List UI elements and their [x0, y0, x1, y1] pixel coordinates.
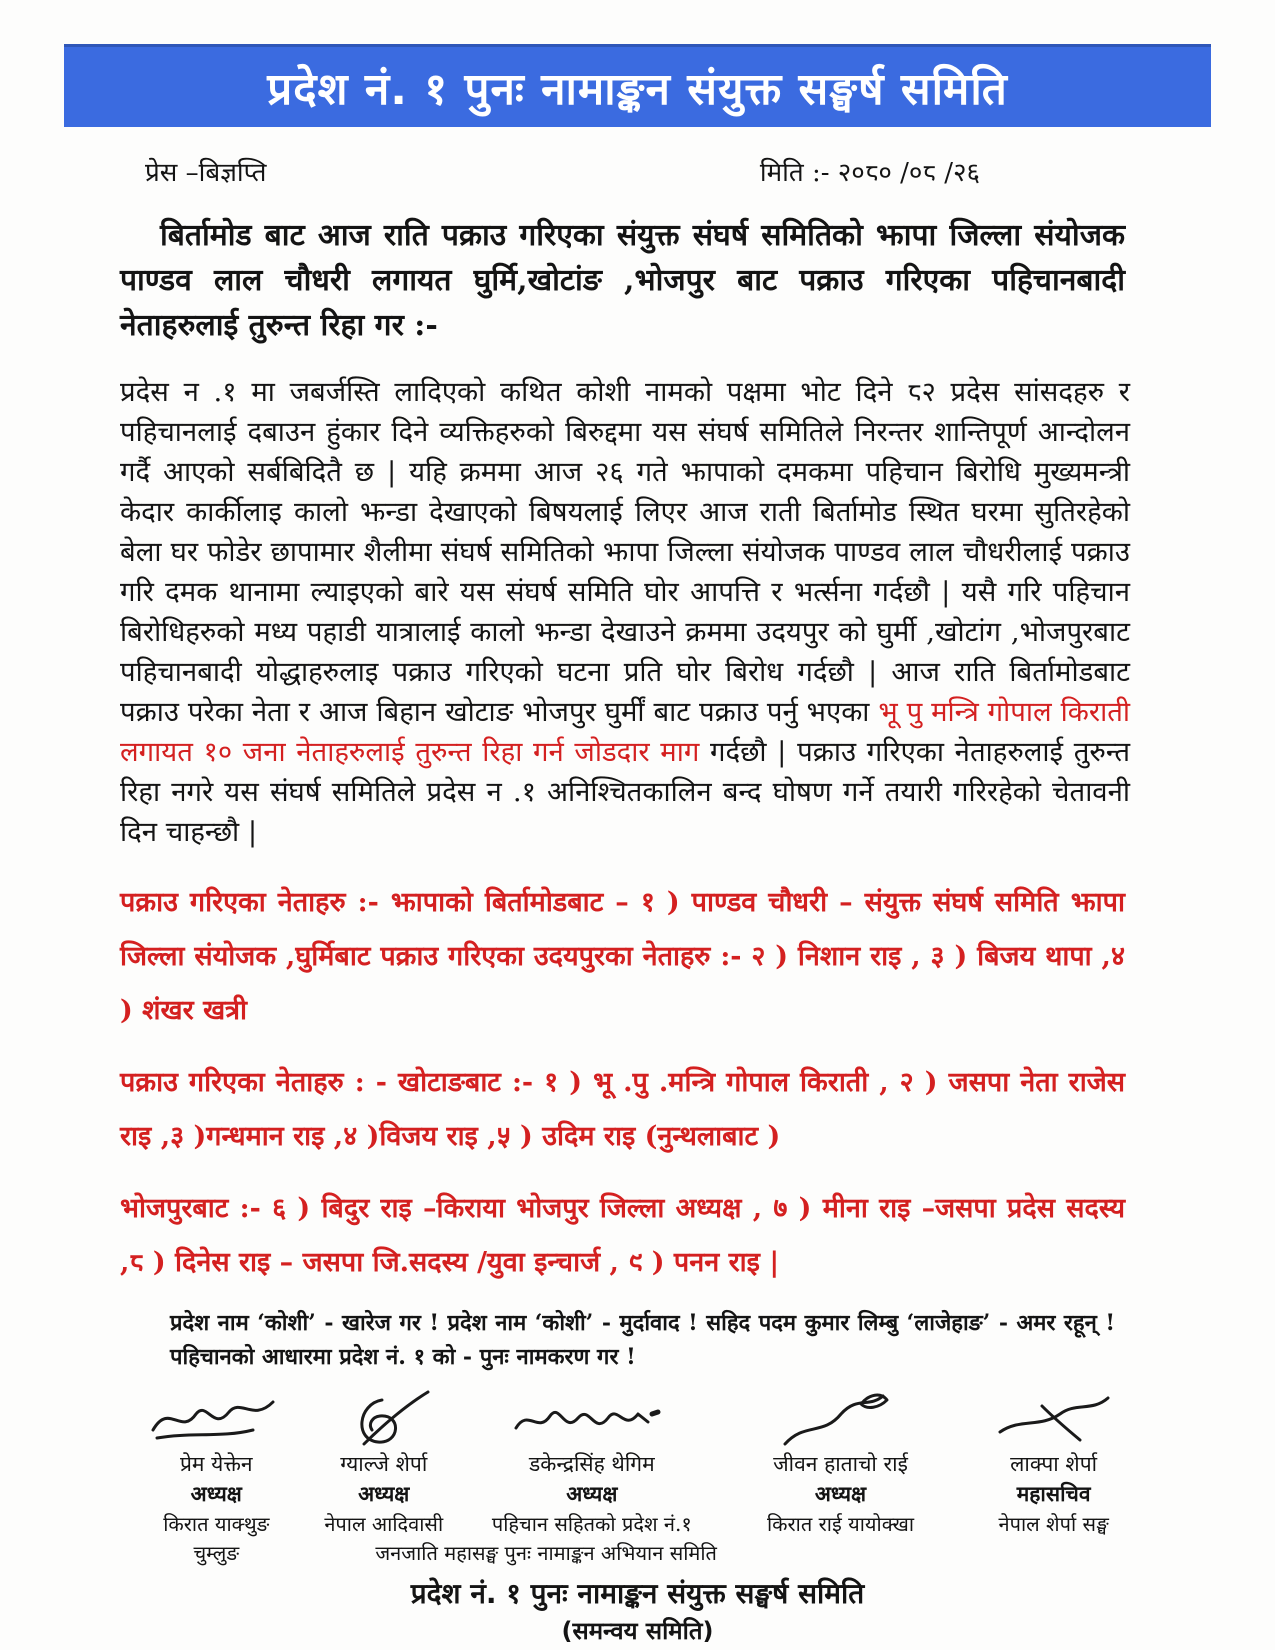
signatory-organization: नेपाल शेर्पा सङ्घ [998, 1512, 1109, 1536]
title-banner [64, 44, 1211, 127]
body-text-part1: प्रदेस न .१ मा जबर्जस्ति लादिएको कथित कोशी नामको पक्षमा भोट दिने ८२ प्रदेस सांसदहरु र पहिचानलाई दबाउन हुंकार दिने व्यक्तिहरुको बिरुद्दमा यस संघर्ष समितिले निरन्तर शान्तिपूर्ण आन्दोलन गर्दै आएको सर्बबिदितै छ | यहि क्रममा आज २६ गते झापाको दमकमा पहिचान बिरोधि मुख्यमन्त्री केदार कार्कीलाइ कालो झन्डा देखाएको बिषयलाई लिएर आज राती बिर्तामोड स्थित घरमा सुतिरहेको बेला घर फोडेर छापामार शैलीमा संघर्ष समितिको झापा जिल्ला संयोजक पाण्डव लाल चौधरीलाई पक्राउ गरि दमक थानामा ल्याइएको बारे यस संघर्ष समिति घोर आपत्ति र भर्त्सना गर्दछौ | यसै गरि पहिचान बिरोधिहरुको मध्य पहाडी यात्रालाई कालो झन्डा देखाउने क्रममा उदयपुर को घुर्मी ,खोटांग ,भोजपुरबाट पहिचानबादी योद्धाहरुलाइ पक्राउ गरिएको घटना प्रति घोर बिरोध गर्दछौ | आज राति बिर्तामोडबाट पक्राउ परेका नेता र आज बिहान खोटाङ भोजपुर घुर्मीं बाट पक्राउ पर्नु भएका [120, 376, 1130, 728]
signatory-column-1 [130, 1386, 303, 1537]
committee-title: प्रदेश नं. १ पुनः नामाङ्कन संयुक्त सङ्घर्ष समिति [267, 64, 1008, 115]
arrested-leaders-list-bhojpur: भोजपुरबाट :- ६ ) बिदुर राइ –किराया भोजपुर जिल्ला अध्यक्ष , ७ ) मीना राइ –जसपा प्रदेस सदस्य ,८ ) दिनेस राइ – जसपा जि.सदस्य /युवा इन्चार्ज , ९ ) पनन राइ | [120, 1193, 1125, 1278]
press-meta-row [145, 153, 1125, 189]
body-paragraph [120, 372, 1130, 852]
arrested-leaders-list-jhapa-udayapur: पक्राउ गरिएका नेताहरु :- झापाको बिर्तामोडबाट – १ ) पाण्डव चौधरी – संयुक्त संघर्ष समिति झापा जिल्ला संयोजक ,घुर्मिबाट पक्राउ गरिएका उदयपुरका नेताहरु :- २ ) निशान राइ , ३ ) बिजय थापा ,४ ) शंखर खत्री [120, 887, 1125, 1026]
signatory-column-3 [465, 1386, 719, 1537]
signatory-column-5 [962, 1386, 1145, 1537]
signatory-column-4 [719, 1386, 963, 1537]
organization-line2-janajati: जनजाति महासङ्घ पुनः नामाङ्कन अभियान समिति [375, 1541, 717, 1565]
signature-organizations-row2 [130, 1539, 1145, 1566]
signatory-name: प्रेम येक्तेन [179, 1452, 253, 1476]
press-release-label: प्रेस –बिज्ञप्ति [145, 158, 267, 188]
signatory-name: डकेन्द्रसिंह थेगिम [528, 1452, 655, 1476]
signatory-role: महासचिव [1016, 1481, 1091, 1506]
signatory-organization: नेपाल आदिवासी [324, 1512, 444, 1536]
signatory-organization: किरात राई यायोक्खा [766, 1512, 915, 1536]
signature-image-2 [324, 1386, 444, 1448]
signatory-role: अध्यक्ष [814, 1481, 867, 1506]
footer-coordination-label: (समन्वय समिति) [561, 1617, 714, 1645]
organization-line2-chumlung: चुम्लुङ [193, 1541, 240, 1565]
signatory-role: अध्यक्ष [566, 1481, 618, 1506]
arrested-leaders-list-khotang: पक्राउ गरिएका नेताहरु : - खोटाङबाट :- १ ) भू .पु .मन्त्रि गोपाल किराती , २ ) जसपा नेता राजेस राइ ,३ )गन्धमान राइ ,४ )विजय राइ ,५ ) उदिम राइ (नुन्थलाबाट ) [120, 1067, 1125, 1152]
signatory-name: ग्याल्जे शेर्पा [340, 1452, 428, 1476]
signatory-name: लाक्पा शेर्पा [1010, 1452, 1098, 1476]
signature-image-3 [502, 1386, 682, 1448]
signature-image-5 [984, 1386, 1124, 1448]
signature-image-4 [765, 1386, 915, 1448]
signatory-organization: किरात याक्थुङ [163, 1512, 270, 1536]
footer-committee-name: प्रदेश नं. १ पुनः नामाङ्कन संयुक्त सङ्घर्ष समिति [410, 1577, 865, 1610]
signatory-role: अध्यक्ष [358, 1481, 410, 1506]
headline: बिर्तामोड बाट आज राति पक्राउ गरिएका संयुक्त संघर्ष समितिको झापा जिल्ला संयोजक पाण्डव लाल चौधरी लगायत घुर्मि,खोटांङ ,भोजपुर बाट पक्राउ गरिएका पहिचानबादी नेताहरुलाई तुरुन्त रिहा गर :- [120, 218, 1125, 343]
body-text-red-demand: भू पु मन्त्रि गोपाल किराती लगायत १० जना नेताहरुलाई तुरुन्त रिहा गर्न जोडदार माग [120, 696, 1130, 768]
date-label: मिति :- २०८० /०८ /२६ [759, 158, 980, 188]
signatory-column-2 [303, 1386, 465, 1537]
body-text-part3: गर्दछौ | पक्राउ गरिएका नेताहरुलाई तुरुन्त रिहा नगरे यस संघर्ष समितिले प्रदेस न .१ अनिश्चितकालिन बन्द घोषण गर्ने तयारी गरिरहेको चेतावनी दिन चाहन्छौ | [120, 736, 1130, 848]
signatory-organization: पहिचान सहितको प्रदेश नं.१ [491, 1512, 692, 1536]
signatory-role: अध्यक्ष [190, 1481, 242, 1506]
signature-image-1 [141, 1386, 291, 1448]
footer-block [0, 1574, 1275, 1647]
signatory-name: जीवन हाताचो राई [773, 1452, 908, 1476]
signature-row [130, 1386, 1145, 1537]
slogan-block: प्रदेश नाम ‘कोशी’ - खारेज गर ! प्रदेश नाम ‘कोशी’ - मुर्दावाद ! सहिद पदम कुमार लिम्बु ‘लाजेहाङ’ - अमर रहून् ! पहिचानको आधारमा प्रदेश नं. १ को - पुनः नामकरण गर ! [170, 1310, 1115, 1370]
